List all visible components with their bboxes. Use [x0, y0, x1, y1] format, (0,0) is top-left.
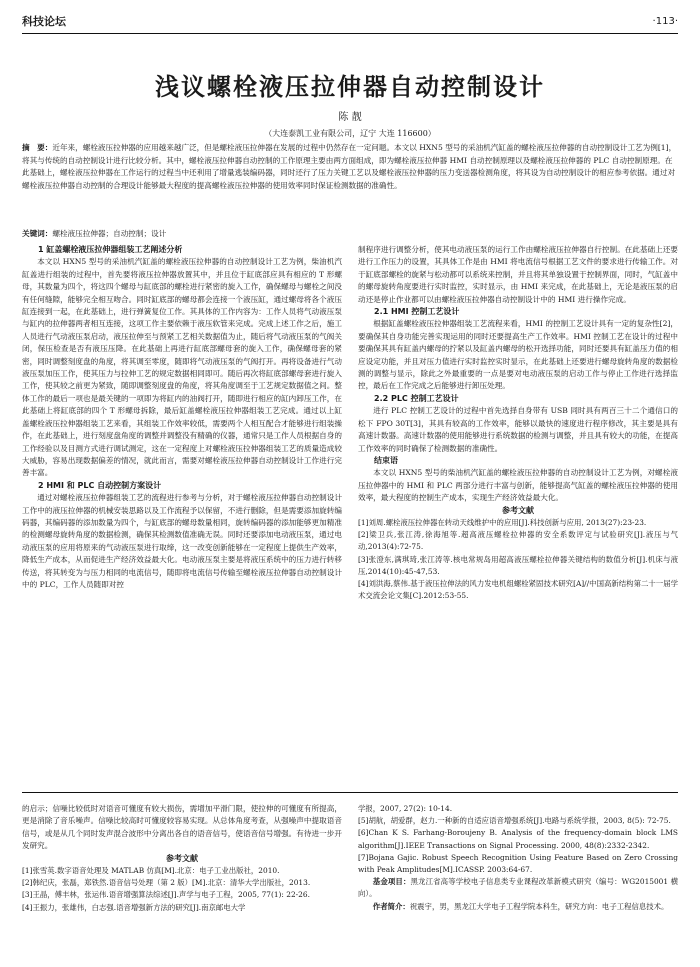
reference-item: [1]刘周.螺栓液压拉伸器在转动天线维护中的应用[J].科技创新与应用, 2013(27):23-23. — [358, 517, 647, 527]
continuation-right-column — [358, 803, 678, 913]
section-2-heading: 2 HMI 和 PLC 自动控制方案设计 — [38, 480, 162, 490]
reference-item: [4]刘洪海,蔡伟.基于液压拉伸法的风力发电机组螺栓紧固技术研究[A]//中国高新结构第二十一届学术交流会论文集[C].2012:53-55. — [358, 578, 678, 601]
reference-item: [1]张雪英.数字语音处理及 MATLAB 仿真[M].北京：电子工业出版社，2010. — [22, 866, 280, 876]
reference-item: [4]王振力，张雄伟，白志强.语音增强新方法的研究[J].南京邮电大学 — [22, 902, 246, 912]
main-right-column — [358, 244, 678, 602]
author-bio-text: 祝震宇，男，黑龙江大学电子工程学院本科生，研究方向：电子工程信息技术。 — [409, 901, 669, 911]
section-2-2-heading: 2.2 PLC 控制工艺设计 — [374, 393, 459, 403]
article-title: 浅议螺栓液压拉伸器自动控制设计 — [155, 73, 545, 101]
main-left-column — [22, 244, 342, 591]
header-divider — [22, 33, 678, 34]
reference-item: [2]韩纪庆，张磊，郑铁然.语音信号处理（第 2 版）[M].北京：清华大学出版社，2013. — [22, 878, 311, 888]
author-affiliation: （大连泰凯工业有限公司，辽宁 大连 116600） — [264, 129, 436, 138]
conclusion-paragraph: 本文以 HXN5 型号的柴油机汽缸盖的螺栓液压拉伸器的自动控制设计工艺为例，对螺栓液压拉伸器中的 HMI 和 PLC 两部分进行丰富与创新，能够提高气缸盖的螺栓液压拉伸器的使用效率，最大程度的控制生产成本，实现生产经济效益最大化。 — [358, 468, 678, 503]
keywords — [22, 228, 678, 240]
article-divider — [22, 792, 678, 793]
section-2-1-paragraph: 根据缸盖螺栓液压拉伸器组装工艺流程来看，HMI 的控制工艺设计具有一定的复杂性[2]，要确保其自身功能完善实现运用的同时还要提高生产工作效率。HMI 控制工艺在设计的过程中要确保其具有缸盖内螺母的拧紧以及缸盖内螺母的松开选择功能，同时还要具有缸盖压力值的相应设定功能，并且对压力值进行实时监控实时显示，在此基础上还要进行螺母旋转角度的数据检测的调整与显示，除此之外最重要的一点是要对电动液压泵的启动工作与停止工作进行选择监控，最后在工作完成之后能够进行卸压处理。 — [358, 319, 678, 391]
abstract-label: 摘 要： — [22, 143, 53, 152]
funding-note — [358, 876, 678, 900]
section-2-continuation-paragraph: 制程序进行调整分析，使其电动液压泵的运行工作由螺栓液压拉伸器自行控制。在此基础上还要进行工作压力的设置，其具体工作是由 HMI 将电流信号根据工艺文件的要求进行传输工作。对于缸底部螺栓的旋紧与松动都可以系统来控制，并且将其单独设置于控制界面，同时，气缸盖中的螺母旋转角度要进行实时监控，实时显示，由 HMI 来完成，在此基础上，无论是液压泵的启动还是停止作业都可以由螺栓液压拉伸器自动控制设计中的 HMI 进行操作完成。 — [358, 245, 678, 304]
reference-item: [2]梁卫兵,张江涛,徐海旭等.超高液压螺栓拉伸器的安全系数评定与试验研究[J].液压与气动,2013(4):72-75. — [358, 530, 678, 552]
journal-section-label: 科技论坛 — [22, 15, 66, 28]
author-bio-label: 作者简介： — [372, 901, 410, 911]
keywords-label: 关键词： — [22, 229, 53, 238]
section-1-paragraph: 本文以 HXN5 型号的采油机汽缸盖的螺栓液压拉伸器的自动控制设计工艺为例，柴油机汽缸盖进行组装的过程中，首先要将液压拉伸器放置其中，并且位于缸底部应具有相应的 T 形螺母，其数量为四个，将这四个螺母与缸底部的螺栓进行紧密的旋入工作，确保螺母与螺栓之间没有任何缝隙，能够完全相互吻合。同时缸底部的螺母都会连接一个液压缸，通过螺母将各个液压缸连接到一起，在此基础上，进行弹簧复位工作。其具体的工作内容为：工作人员将气动液压泵与缸内的拉伸器两者相互连接，这项工作主要依赖于液压软管来完成。完成上述工作之后，施工人员进行气动液压泵启动，液压拉伸至与预紧工艺相关数据值为止，随后将气动液压泵的气阀关闭，保压检查是否有液压压降。在此基础上再进行缸底部螺母套的旋入工作，确保螺母套的紧密，同时调整刻度盘的角度，将其调至零度，随即将气动液压泵的气阀打开。再将设备进行气动液压泵加压工作，使其压力与拉伸工艺的规定数据相同即可。随后再次将缸底部螺母套进行旋入工作，使其较之前更为紧致，随即调整刻度盘的角度，将其角度调至于工艺规定数据值之间。整体工作的最后一项也是最关键的一项即为将缸内的油阀打开，随即进行相应的缸内卸压工作，在此基础上将缸底部的四个 T 形螺母拆除，最后缸盖螺栓液压拉伸器组装工艺完成。通过以上缸盖螺栓液压拉伸器组装工艺来看，其组装工作效率较低，需要两个人相互配合才能够进行组装操作，在此基础上，进行刻度盘角度的调整并调整没有精确的仪器，通常只是工作人员根据自身的工作经验以及目测方式进行调试测定，这在一定程度上对螺栓液压拉伸器组装工艺的质量造成较大威胁，容易出现数据偏差的情况，就此而言，需要对螺栓液压拉伸器自动控制设计工作进行完善丰富。 — [22, 257, 342, 478]
abstract — [22, 142, 678, 192]
section-2-2-paragraph: 进行 PLC 控制工艺设计的过程中首先选择自身带有 USB 同时具有两百三十二个通信口的松下 FPO 30T[3]，其具有较高的工作效率，能够以最快的速度进行程序修改，其主要是具有高速计数器。高速计数器的使用能够进行系统数据的检测与调整，并且具有较大的功能，在提高工作效率的同时确保了检测数据的准确性。 — [358, 406, 678, 453]
continuation-left-column — [22, 803, 342, 914]
reference-item: [7]Bojana Gajic. Robust Speech Recognition Using Feature Based on Zero Crossing with Peak Amplitudes[M].ICASSP. 2003:64-67. — [358, 852, 678, 875]
funding-label: 基金项目： — [372, 877, 411, 887]
abstract-text: 近年来，螺栓液压拉伸器的应用越来越广泛，但是螺栓液压拉伸器在发展的过程中仍然存在一定问题。本文以 HXN5 型号的采油机汽缸盖的螺栓液压拉伸器的自动控制设计工艺为例[1]，将其与传统的自动控制设计进行比较分析。其中，螺栓液压拉伸器自动控制的工作原理主要由两方面组成，即为螺栓液压拉伸器 HMI 自动控制原理以及螺栓液压拉伸器的 PLC 自动控制原理。在此基础上，螺栓液压拉伸器在工作运行的过程当中还利用了增量逃装编码器，同时还行了压力关键工艺以及螺栓液压拉伸器的压力变送器检测角度，将其设为自动控制设计的相应参考依据。通过对螺栓液压拉伸器自动控制的合理设计能够最大程度的提高螺栓液压拉伸器的使用效率同时保证检测数据的准确性。 — [22, 143, 677, 190]
conclusion-heading: 结束语 — [374, 455, 398, 465]
section-2-paragraph: 通过对螺栓液压拉伸器组装工艺的流程进行参考与分析，对于螺栓液压拉伸器自动控制设计工作中的液压拉伸器的机械安装思路以及工作流程予以保留，不进行删除，但是需要添加旋转编码器，其编码器的添加数量为四个，与缸底部的螺母数量相同，旋转编码器的添加能够更加精准的检测螺母旋转角度的数据检测，确保其检测数值准确无误。同时还要添加电动液压泵，通过电动液压泵的应用将原来的气动液压泵进行取缔，这一改变创新能够在一定程度上提供生产效率，降低生产成本，从而促进生产经济效益最大化。电动液压泵主要是将液压系统中的压力进行转移传送，将其转变为与压力相同的电流信号，随即将电流信号传输至螺栓液压拉伸器自动控制设计中的 PLC，工作人员随即对控 — [22, 493, 342, 589]
author-name: 陈 靓 — [338, 112, 362, 123]
funding-text: 黑龙江省高等学校电子信息类专业课程改革新模式研究（编号：WG2015001 横向）。 — [358, 877, 678, 899]
author-bio — [358, 901, 678, 913]
reference-item: [6]Chan K S. Farhang-Boroujeny B. Analysis of the frequency-domain block LMS algorithm[J].IEEE Transactions on Signal Processing. 2000, 48(8):2332-2342. — [358, 828, 678, 850]
references-heading: 参考文献 — [502, 505, 534, 515]
continuation-references-heading: 参考文献 — [166, 853, 198, 863]
section-2-1-heading: 2.1 HMI 控制工艺设计 — [374, 307, 460, 317]
reference-item: [3]张澄东,满琪琦,张江涛等.核电常规岛用超高液压螺栓拉伸器关键结构的数值分析[J].机床与液压,2014(10):45-47,53. — [358, 554, 678, 576]
keywords-text: 螺栓液压拉伸器；自动控制；设计 — [52, 229, 167, 238]
reference-item: [3]王晶，傅丰林，张运伟.语音增强算法综述[J].声学与电子工程，2005, 77(1): 22-26. — [22, 890, 310, 900]
section-1-heading: 1 缸盖螺栓液压拉伸器组装工艺阐述分析 — [38, 245, 183, 254]
page-number: ·113· — [652, 16, 678, 27]
continuation-paragraph: 的启示；信噪比较低时对语音可懂度有较大损伤，需增加平滑门限，使拉伸的可懂度有所提高，更是消除了音乐噪声。信噪比较高时可懂度较容易实现。从总体角度考查，从强噪声中提取语音信号，或是从几个同时发声混合波形中分离出各自的语音信号，使语音信号增强。有待进一步开发研究。 — [22, 804, 342, 851]
reference-item: 学报，2007, 27(2): 10-14. — [358, 804, 453, 813]
reference-item: [5]胡航，胡爱群，赵力.一种新的自适应语音增强系统[J].电路与系统学报，2003, 8(5): 72-75. — [358, 816, 671, 826]
